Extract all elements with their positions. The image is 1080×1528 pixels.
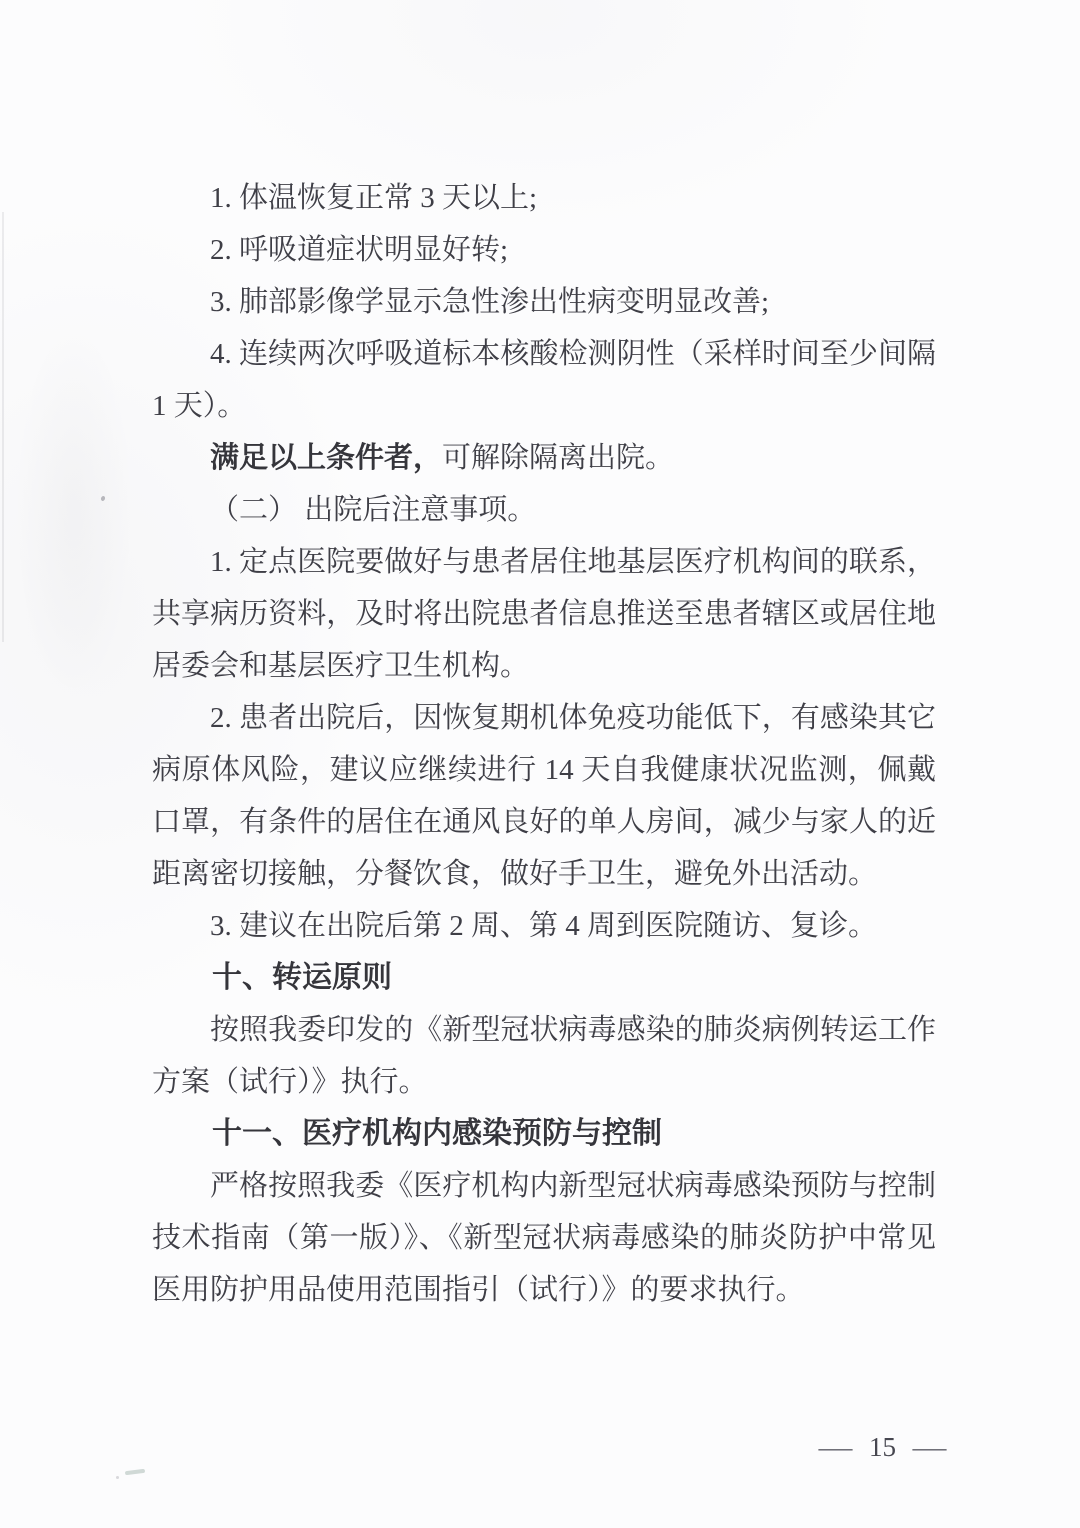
paragraph: 2. 患者出院后，因恢复期机体免疫功能低下，有感染其它病原体风险，建议应继续进行 14 天自我健康状况监测，佩戴口罩，有条件的居住在通风良好的单人房间，减少与家人的近距离密切接触，分餐饮食，做好手卫生，避免外出活动。 — [152, 702, 936, 890]
page-number-dash-left: — — [818, 1432, 853, 1462]
page-number-dash-right: — — [912, 1432, 947, 1462]
paragraph: 2. 呼吸道症状明显好转; — [210, 234, 509, 266]
paragraph: 严格按照我委《医疗机构内新型冠状病毒感染预防与控制技术指南（第一版）》、《新型冠状病毒感染的肺炎防护中常见医用防护用品使用范围指引（试行）》的要求执行。 — [152, 1170, 936, 1306]
paragraph: 满足以上条件者，可解除隔离出院。 — [210, 442, 675, 474]
paragraph: 1. 体温恢复正常 3 天以上; — [210, 182, 538, 214]
document-body — [152, 172, 936, 1316]
paragraph: （二） 出院后注意事项。 — [210, 494, 537, 526]
paragraph: 3. 肺部影像学显示急性渗出性病变明显改善; — [210, 286, 770, 318]
section-heading: 十、转运原则 — [212, 961, 392, 994]
paragraph: 1. 定点医院要做好与患者居住地基层医疗机构间的联系，共享病历资料，及时将出院患者信息推送至患者辖区或居住地居委会和基层医疗卫生机构。 — [152, 546, 936, 682]
bold-lead-text: 满足以上条件者， — [210, 442, 443, 474]
section-heading: 十一、医疗机构内感染预防与控制 — [212, 1117, 662, 1150]
scan-artifact-bottom-mark — [125, 1469, 145, 1475]
paragraph: 3. 建议在出院后第 2 周、第 4 周到医院随访、复诊。 — [210, 910, 878, 942]
scan-artifact-bottom-speck — [116, 1476, 119, 1479]
paragraph: 按照我委印发的《新型冠状病毒感染的肺炎病例转运工作方案（试行）》执行。 — [152, 1014, 936, 1098]
scan-artifact-smudge — [14, 320, 134, 700]
page-number-value: 15 — [869, 1432, 896, 1462]
scan-artifact-edge-line — [2, 212, 4, 642]
page-number — [818, 1432, 947, 1463]
paragraph: 4. 连续两次呼吸道标本核酸检测阴性（采样时间至少间隔 1 天）。 — [152, 338, 936, 422]
